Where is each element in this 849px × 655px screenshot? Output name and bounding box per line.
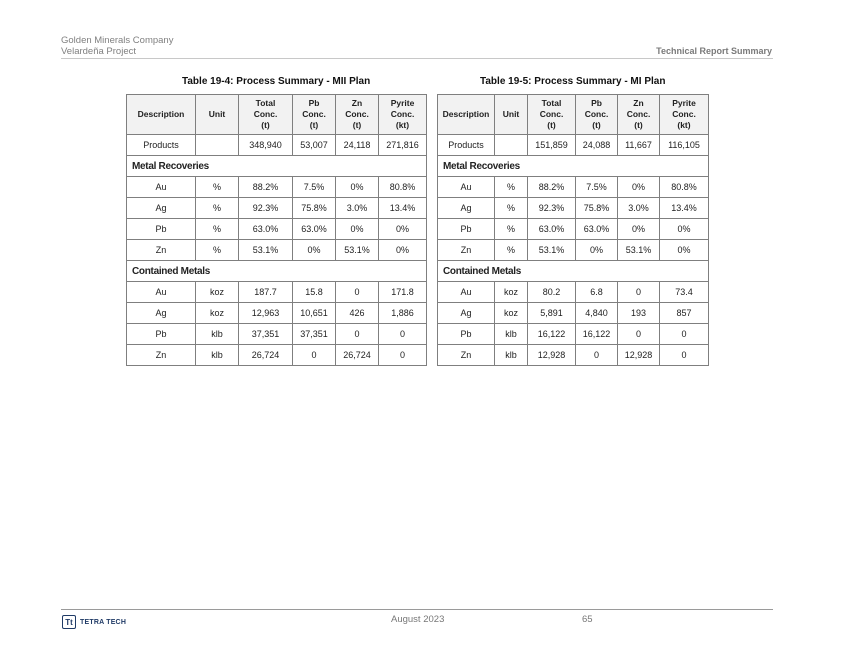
table-cell: %	[495, 198, 528, 219]
table-cell: 24,088	[576, 135, 618, 156]
table-cell: 53.1%	[618, 240, 660, 261]
table-cell: 0%	[336, 177, 379, 198]
footer-date: August 2023	[391, 614, 445, 625]
table-cell: 73.4	[660, 282, 709, 303]
table-cell: 0%	[618, 219, 660, 240]
table-cell: Pb	[438, 219, 495, 240]
table-cell: %	[196, 198, 239, 219]
table-row	[127, 324, 427, 345]
table-cell: 16,122	[576, 324, 618, 345]
tetra-tech-logo-icon: Tt	[62, 615, 76, 629]
table-cell: Zn	[438, 240, 495, 261]
header-divider	[61, 58, 773, 59]
table-cell: Pb	[438, 324, 495, 345]
section-row-metal-recoveries	[438, 156, 709, 177]
table-cell: 0	[336, 282, 379, 303]
table-cell: klb	[196, 345, 239, 366]
page-number: 65	[582, 614, 593, 625]
document-header-left	[61, 35, 173, 57]
table-row	[438, 303, 709, 324]
footer-divider	[61, 609, 773, 610]
table-cell: 0%	[618, 177, 660, 198]
table-row-products	[438, 135, 709, 156]
table-cell: 171.8	[379, 282, 427, 303]
table-cell: 271,816	[379, 135, 427, 156]
table-row	[438, 282, 709, 303]
project-name: Velardeña Project	[61, 46, 136, 57]
table-header-row	[438, 95, 709, 135]
table-cell: 7.5%	[293, 177, 336, 198]
table-19-4-title: Table 19-4: Process Summary - MII Plan	[182, 76, 371, 87]
table-cell: Pb	[127, 219, 196, 240]
table-cell: Products	[127, 135, 196, 156]
col-header-pb-conc: Pb Conc. (t)	[576, 95, 618, 135]
table-cell: %	[196, 177, 239, 198]
table-cell: 0	[336, 324, 379, 345]
col-header-unit: Unit	[196, 95, 239, 135]
table-cell	[196, 135, 239, 156]
table-cell: 80.8%	[379, 177, 427, 198]
col-header-total-conc: Total Conc. (t)	[528, 95, 576, 135]
section-row-metal-recoveries	[127, 156, 427, 177]
col-header-pyrite-conc: Pyrite Conc. (kt)	[660, 95, 709, 135]
table-cell: 348,940	[239, 135, 293, 156]
table-cell: 75.8%	[293, 198, 336, 219]
table-cell: 6.8	[576, 282, 618, 303]
table-cell: 53.1%	[336, 240, 379, 261]
table-cell: %	[196, 240, 239, 261]
table-row	[127, 345, 427, 366]
table-row	[438, 219, 709, 240]
table-cell: 0	[379, 324, 427, 345]
table-row	[127, 240, 427, 261]
table-cell: 12,928	[618, 345, 660, 366]
table-cell: klb	[196, 324, 239, 345]
table-cell: 0%	[660, 240, 709, 261]
table-cell: 10,651	[293, 303, 336, 324]
table-cell: 75.8%	[576, 198, 618, 219]
section-label: Metal Recoveries	[127, 156, 427, 177]
table-row	[127, 282, 427, 303]
table-cell: 80.2	[528, 282, 576, 303]
logo-text: TETRA TECH	[80, 618, 127, 626]
table-cell: 80.8%	[660, 177, 709, 198]
table-cell: koz	[196, 303, 239, 324]
table-cell: 0	[293, 345, 336, 366]
table-cell: 13.4%	[660, 198, 709, 219]
table-cell: 24,118	[336, 135, 379, 156]
table-cell: 88.2%	[528, 177, 576, 198]
table-cell: 53,007	[293, 135, 336, 156]
col-header-zn-conc: Zn Conc. (t)	[336, 95, 379, 135]
table-cell: 12,928	[528, 345, 576, 366]
table-cell: 857	[660, 303, 709, 324]
table-19-5	[437, 94, 709, 366]
table-cell: %	[495, 240, 528, 261]
table-cell: Ag	[127, 303, 196, 324]
table-cell: 0	[618, 282, 660, 303]
col-header-zn-conc: Zn Conc. (t)	[618, 95, 660, 135]
table-row	[438, 177, 709, 198]
table-cell: koz	[196, 282, 239, 303]
col-header-pyrite-conc: Pyrite Conc. (kt)	[379, 95, 427, 135]
col-header-description: Description	[127, 95, 196, 135]
report-title: Technical Report Summary	[656, 46, 772, 56]
table-cell: 116,105	[660, 135, 709, 156]
table-cell: Ag	[438, 303, 495, 324]
table-cell: 37,351	[239, 324, 293, 345]
table-cell: 92.3%	[239, 198, 293, 219]
table-cell: 13.4%	[379, 198, 427, 219]
table-cell: 63.0%	[239, 219, 293, 240]
table-cell: 53.1%	[239, 240, 293, 261]
table-cell: 0	[379, 345, 427, 366]
table-cell: Products	[438, 135, 495, 156]
table-cell: Zn	[127, 345, 196, 366]
table-row	[127, 198, 427, 219]
table-cell: 187.7	[239, 282, 293, 303]
table-row	[127, 177, 427, 198]
col-header-total-conc: Total Conc. (t)	[239, 95, 293, 135]
section-row-contained-metals	[438, 261, 709, 282]
table-cell	[495, 135, 528, 156]
section-label: Contained Metals	[438, 261, 709, 282]
table-cell: 0%	[336, 219, 379, 240]
table-cell: 0%	[379, 219, 427, 240]
table-cell: 0%	[379, 240, 427, 261]
table-cell: 53.1%	[528, 240, 576, 261]
table-row	[127, 303, 427, 324]
table-cell: 426	[336, 303, 379, 324]
table-cell: 0	[660, 324, 709, 345]
table-cell: Ag	[438, 198, 495, 219]
table-cell: 0	[576, 345, 618, 366]
col-header-pb-conc: Pb Conc. (t)	[293, 95, 336, 135]
table-cell: 0%	[660, 219, 709, 240]
table-row-products	[127, 135, 427, 156]
table-cell: 0	[660, 345, 709, 366]
table-cell: 63.0%	[576, 219, 618, 240]
table-cell: 151,859	[528, 135, 576, 156]
col-header-unit: Unit	[495, 95, 528, 135]
table-cell: Au	[438, 282, 495, 303]
table-cell: Au	[127, 282, 196, 303]
section-label: Metal Recoveries	[438, 156, 709, 177]
table-cell: 0%	[293, 240, 336, 261]
table-cell: 15.8	[293, 282, 336, 303]
table-cell: Zn	[438, 345, 495, 366]
section-label: Contained Metals	[127, 261, 427, 282]
table-cell: koz	[495, 303, 528, 324]
table-cell: Au	[438, 177, 495, 198]
tetra-tech-logo	[62, 615, 126, 629]
table-cell: %	[495, 177, 528, 198]
table-cell: koz	[495, 282, 528, 303]
table-cell: 37,351	[293, 324, 336, 345]
table-cell: Ag	[127, 198, 196, 219]
table-cell: 88.2%	[239, 177, 293, 198]
table-19-4	[126, 94, 427, 366]
table-cell: 0%	[576, 240, 618, 261]
table-cell: %	[196, 219, 239, 240]
table-cell: 5,891	[528, 303, 576, 324]
table-cell: %	[495, 219, 528, 240]
table-cell: klb	[495, 345, 528, 366]
section-row-contained-metals	[127, 261, 427, 282]
table-cell: 16,122	[528, 324, 576, 345]
company-name: Golden Minerals Company	[61, 35, 174, 46]
table-cell: 63.0%	[293, 219, 336, 240]
table-header-row	[127, 95, 427, 135]
table-row	[438, 240, 709, 261]
table-cell: Au	[127, 177, 196, 198]
table-cell: 12,963	[239, 303, 293, 324]
table-row	[127, 219, 427, 240]
table-row	[438, 345, 709, 366]
table-cell: 4,840	[576, 303, 618, 324]
table-cell: 26,724	[239, 345, 293, 366]
table-cell: 92.3%	[528, 198, 576, 219]
table-cell: 7.5%	[576, 177, 618, 198]
table-cell: 193	[618, 303, 660, 324]
table-row	[438, 324, 709, 345]
table-cell: klb	[495, 324, 528, 345]
table-cell: 63.0%	[528, 219, 576, 240]
table-19-5-title: Table 19-5: Process Summary - MI Plan	[480, 76, 666, 87]
table-cell: 0	[618, 324, 660, 345]
table-cell: Zn	[127, 240, 196, 261]
table-cell: Pb	[127, 324, 196, 345]
table-cell: 3.0%	[618, 198, 660, 219]
table-cell: 3.0%	[336, 198, 379, 219]
table-cell: 11,667	[618, 135, 660, 156]
table-cell: 1,886	[379, 303, 427, 324]
table-row	[438, 198, 709, 219]
col-header-description: Description	[438, 95, 495, 135]
table-cell: 26,724	[336, 345, 379, 366]
